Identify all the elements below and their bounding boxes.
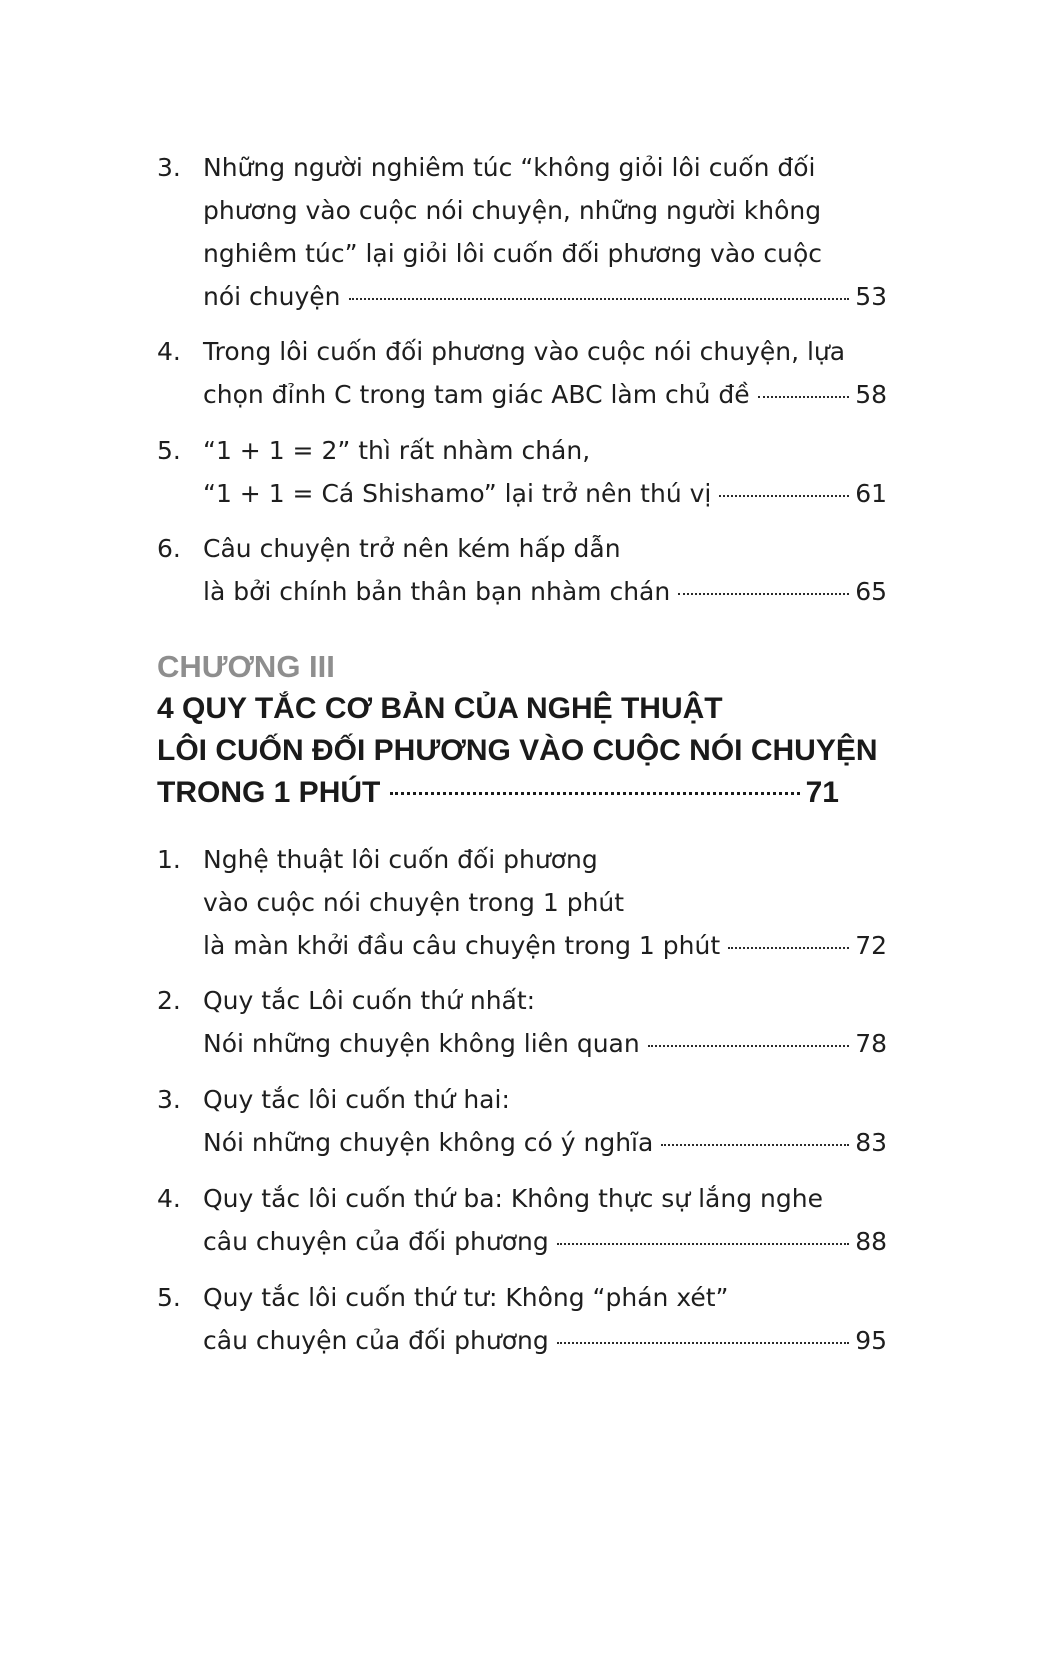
entry-text-line: Nghệ thuật lôi cuốn đối phương [203,845,598,874]
toc-entry[interactable] [157,1177,887,1263]
toc-entry[interactable] [157,527,887,613]
entry-number: 5. [157,1283,181,1312]
page-number: 65 [855,577,887,606]
entry-text-line: Quy tắc lôi cuốn thứ ba: Không thực sự lắng nghe [203,1184,823,1213]
entry-text-line: Nói những chuyện không liên quan [203,1029,640,1058]
entry-number: 4. [157,337,181,366]
entry-text-line: “1 + 1 = Cá Shishamo” lại trở nên thú vị [203,479,712,508]
entry-text-line: Những người nghiêm túc “không giỏi lôi cuốn đối [203,153,816,182]
chapter-title-line: TRONG 1 PHÚT [157,776,381,809]
page-number: 71 [805,776,839,809]
chapter-title[interactable] [157,688,878,814]
entry-number: 3. [157,153,181,182]
dot-leader [728,947,849,949]
dot-leader [719,495,849,497]
entry-text-line: câu chuyện của đối phương [203,1326,549,1355]
entry-text-line: là bởi chính bản thân bạn nhàm chán [203,577,671,606]
entry-text-line: chọn đỉnh C trong tam giác ABC làm chủ đề [203,380,750,409]
page-number: 53 [855,282,887,311]
entry-text-line: “1 + 1 = 2” thì rất nhàm chán, [203,436,591,465]
page-number: 83 [855,1128,887,1157]
dot-leader [661,1144,849,1146]
toc-entry[interactable] [157,1276,887,1362]
dot-leader [557,1342,849,1344]
toc-entry[interactable] [157,979,887,1065]
dot-leader [758,396,850,398]
dot-leader [648,1045,849,1047]
entry-text-line: vào cuộc nói chuyện trong 1 phút [203,888,625,917]
toc-entry[interactable] [157,1078,887,1164]
entry-text-line: Quy tắc lôi cuốn thứ tư: Không “phán xét” [203,1283,729,1312]
entry-text-line: Quy tắc lôi cuốn thứ hai: [203,1085,510,1114]
toc-entry[interactable] [157,330,887,416]
chapter-title-line: LÔI CUỐN ĐỐI PHƯƠNG VÀO CUỘC NÓI CHUYỆN [157,734,878,767]
toc-entry[interactable] [157,429,887,515]
entry-text-line: nói chuyện [203,282,341,311]
page-number: 72 [855,931,887,960]
entry-text-line: phương vào cuộc nói chuyện, những người không [203,196,822,225]
page-number: 88 [855,1227,887,1256]
dot-leader [349,298,850,300]
chapter-label: CHƯƠNG III [157,649,335,684]
page-number: 78 [855,1029,887,1058]
entry-text-line: câu chuyện của đối phương [203,1227,549,1256]
entry-text-line: Quy tắc Lôi cuốn thứ nhất: [203,986,536,1015]
entry-text-line: Câu chuyện trở nên kém hấp dẫn [203,534,621,563]
toc-entry[interactable] [157,838,887,967]
page-number: 58 [855,380,887,409]
page-number: 61 [855,479,887,508]
entry-text-line: là màn khởi đầu câu chuyện trong 1 phút [203,931,721,960]
chapter-title-line: 4 QUY TẮC CƠ BẢN CỦA NGHỆ THUẬT [157,692,723,725]
entry-text-line: Trong lôi cuốn đối phương vào cuộc nói chuyện, lựa [203,337,846,366]
dot-leader [390,792,799,795]
entry-number: 6. [157,534,181,563]
toc-entry[interactable] [157,146,887,318]
entry-text-line: nghiêm túc” lại giỏi lôi cuốn đối phương vào cuộc [203,239,823,268]
entry-number: 1. [157,845,181,874]
entry-text-line: Nói những chuyện không có ý nghĩa [203,1128,654,1157]
entry-number: 2. [157,986,181,1015]
dot-leader [678,593,849,595]
entry-number: 4. [157,1184,181,1213]
entry-number: 3. [157,1085,181,1114]
dot-leader [557,1243,849,1245]
entry-number: 5. [157,436,181,465]
page-number: 95 [855,1326,887,1355]
